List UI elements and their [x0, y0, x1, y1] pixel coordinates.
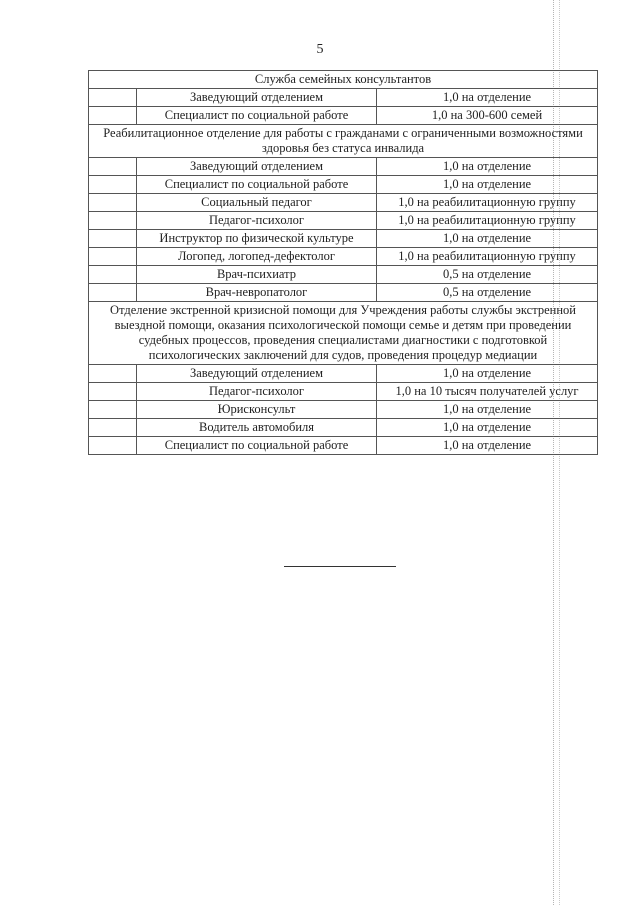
norm-cell: 1,0 на реабилитационную группу — [377, 194, 598, 212]
norm-cell: 1,0 на реабилитационную группу — [377, 212, 598, 230]
indent-cell — [89, 230, 137, 248]
indent-cell — [89, 107, 137, 125]
position-cell: Специалист по социальной работе — [137, 176, 377, 194]
indent-cell — [89, 212, 137, 230]
indent-cell — [89, 365, 137, 383]
indent-cell — [89, 419, 137, 437]
position-cell: Специалист по социальной работе — [137, 437, 377, 455]
table-row — [89, 107, 598, 125]
staffing-table-body — [89, 71, 598, 455]
indent-cell — [89, 401, 137, 419]
table-row — [89, 437, 598, 455]
norm-cell: 1,0 на отделение — [377, 230, 598, 248]
indent-cell — [89, 176, 137, 194]
table-row — [89, 158, 598, 176]
indent-cell — [89, 383, 137, 401]
norm-cell: 1,0 на 300-600 семей — [377, 107, 598, 125]
section-title: Отделение экстренной кризисной помощи для Учреждения работы службы экстренной выездной помощи, оказания психологической помощи семье и детям при проведении судебных процессов, проведения специалистами диагностики с подготовкой психологических заключений для судов, проведения процедур медиации — [89, 302, 598, 365]
table-row — [89, 248, 598, 266]
position-cell: Врач-психиатр — [137, 266, 377, 284]
section-header-row — [89, 125, 598, 158]
table-row — [89, 89, 598, 107]
position-cell: Специалист по социальной работе — [137, 107, 377, 125]
indent-cell — [89, 266, 137, 284]
norm-cell: 1,0 на отделение — [377, 176, 598, 194]
position-cell: Логопед, логопед-дефектолог — [137, 248, 377, 266]
section-header-row — [89, 71, 598, 89]
page-number: 5 — [316, 42, 324, 57]
table-row — [89, 365, 598, 383]
indent-cell — [89, 284, 137, 302]
norm-cell: 1,0 на отделение — [377, 437, 598, 455]
position-cell: Педагог-психолог — [137, 383, 377, 401]
indent-cell — [89, 194, 137, 212]
footer-rule — [284, 566, 396, 567]
staffing-table — [88, 70, 598, 455]
position-cell: Инструктор по физической культуре — [137, 230, 377, 248]
position-cell: Педагог-психолог — [137, 212, 377, 230]
position-cell: Врач-невропатолог — [137, 284, 377, 302]
norm-cell: 1,0 на отделение — [377, 158, 598, 176]
indent-cell — [89, 89, 137, 107]
indent-cell — [89, 158, 137, 176]
table-row — [89, 230, 598, 248]
table-row — [89, 284, 598, 302]
norm-cell: 0,5 на отделение — [377, 266, 598, 284]
norm-cell: 1,0 на отделение — [377, 401, 598, 419]
position-cell: Заведующий отделением — [137, 365, 377, 383]
section-title: Служба семейных консультантов — [89, 71, 598, 89]
indent-cell — [89, 437, 137, 455]
section-header-row — [89, 302, 598, 365]
position-cell: Юрисконсульт — [137, 401, 377, 419]
table-row — [89, 401, 598, 419]
position-cell: Заведующий отделением — [137, 89, 377, 107]
table-row — [89, 419, 598, 437]
norm-cell: 1,0 на 10 тысяч получателей услуг — [377, 383, 598, 401]
indent-cell — [89, 248, 137, 266]
norm-cell: 1,0 на отделение — [377, 365, 598, 383]
norm-cell: 1,0 на отделение — [377, 89, 598, 107]
table-row — [89, 383, 598, 401]
norm-cell: 1,0 на отделение — [377, 419, 598, 437]
table-row — [89, 266, 598, 284]
norm-cell: 1,0 на реабилитационную группу — [377, 248, 598, 266]
norm-cell: 0,5 на отделение — [377, 284, 598, 302]
table-row — [89, 176, 598, 194]
table-row — [89, 194, 598, 212]
table-row — [89, 212, 598, 230]
position-cell: Водитель автомобиля — [137, 419, 377, 437]
position-cell: Социальный педагог — [137, 194, 377, 212]
position-cell: Заведующий отделением — [137, 158, 377, 176]
section-title: Реабилитационное отделение для работы с гражданами с ограниченными возможностями здоровья без статуса инвалида — [89, 125, 598, 158]
